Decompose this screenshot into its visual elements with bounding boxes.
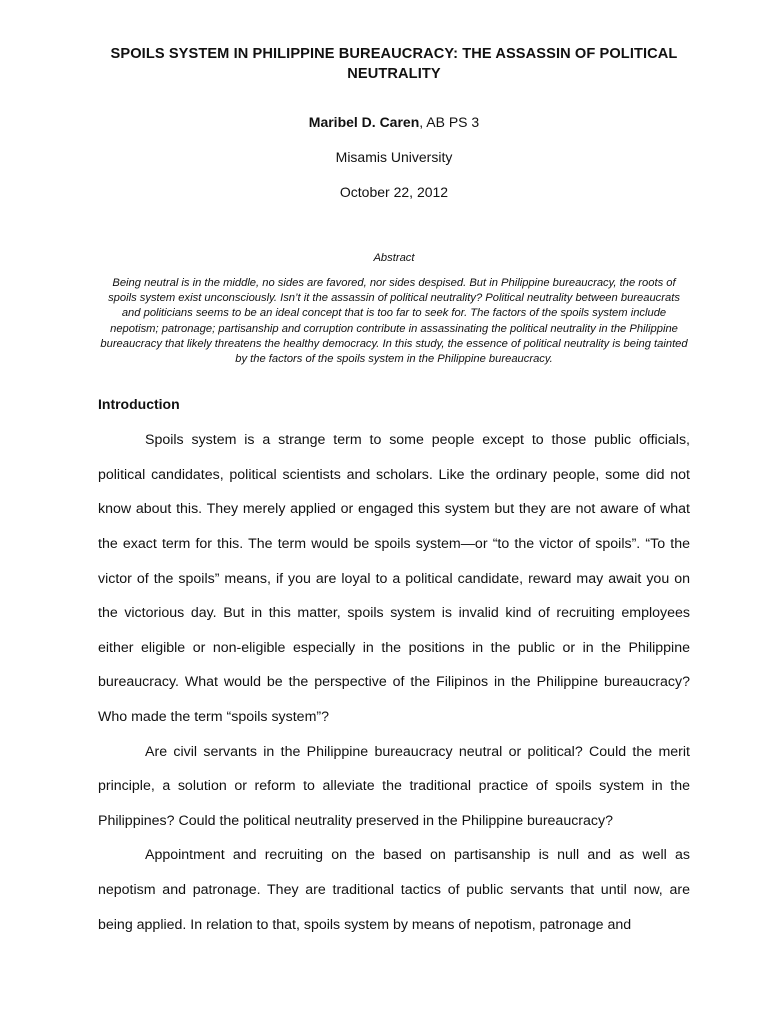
abstract-heading: Abstract (373, 252, 415, 264)
body-paragraph: Are civil servants in the Philippine bureaucracy neutral or political? Could the merit principle, a solution or reform to alleviate the traditional practice of spoils system in the Philippines? Could the political neutrality preserved in the Philippine bureaucracy? (98, 743, 690, 829)
paper-date: October 22, 2012 (339, 184, 449, 200)
author-program: , AB PS 3 (419, 114, 480, 130)
abstract-text: Being neutral is in the middle, no sides are favored, nor sides despised. But in Philippine bureaucracy, the roots of spoils system exist unconsciously. Isn’t it the assassin of political neutrality? Political neutrality between bureaucrats and politicians seems to be an ideal concept that is too far to seek for. The factors of the spoils system include nepotism; patronage; partisanship and corruption contribute in assassinating the political neutrality in the Philippine bureaucracy that likely threatens the healthy democracy. In this study, the essence of political neutrality is being tainted by the factors of the spoils system in the Philippine bureaucracy. (100, 277, 688, 366)
body-paragraph: Spoils system is a strange term to some people except to those public officials, political candidates, political scientists and scholars. Like the ordinary people, some did not know about this. They merely applied or engaged this system but they are not aware of what the exact term for this. The term would be spoils system—or “to the victor of spoils”. “To the victor of the spoils” means, if you are loyal to a political candidate, reward may await you on the victorious day. But in this matter, spoils system is invalid kind of recruiting employees either eligible or non-eligible especially in the positions in the public or in the Philippine bureaucracy. What would be the perspective of the Filipinos in the Philippine bureaucracy? Who made the term “spoils system”? (98, 432, 690, 725)
author-name: Maribel D. Caren (308, 114, 420, 130)
section-heading-introduction: Introduction (98, 396, 180, 413)
body-paragraph: Appointment and recruiting on the based on partisanship is null and as well as nepotism and patronage. They are traditional tactics of public servants that until now, are being applied. In relation to that, spoils system by means of nepotism, patronage and (98, 847, 690, 933)
author-affiliation: Misamis University (335, 149, 453, 165)
paper-title: SPOILS SYSTEM IN PHILIPPINE BUREAUCRACY: THE ASSASSIN OF POLITICAL NEUTRALITY (110, 46, 678, 82)
author-line (98, 113, 690, 131)
